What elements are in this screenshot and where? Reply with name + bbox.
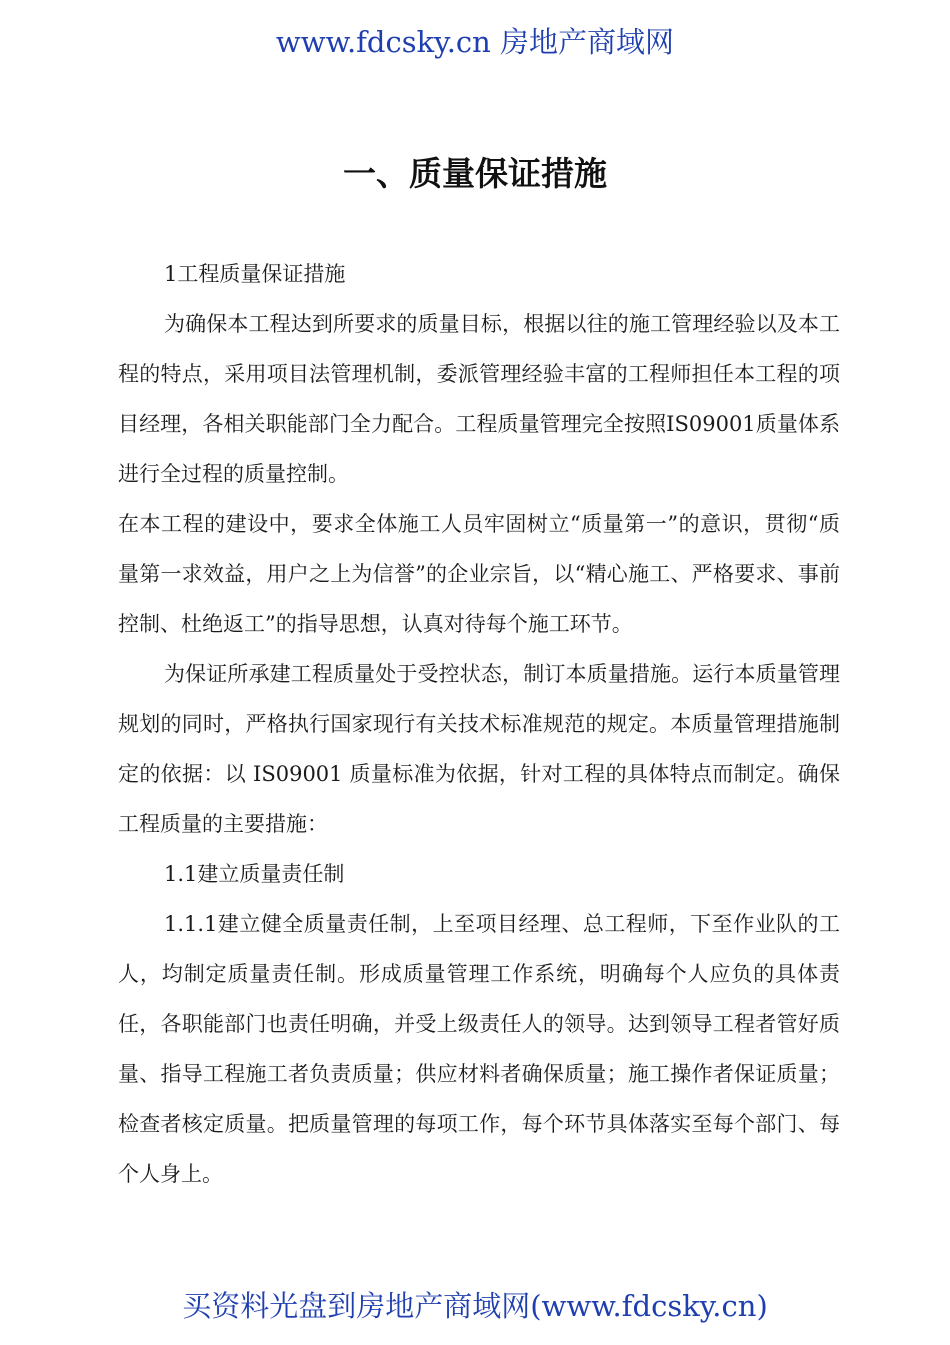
- paragraph-quality-measures: 为保证所承建工程质量处于受控状态，制订本质量措施。运行本质量管理规划的同时，严格执行国家现行有关技术标准规范的规定。本质量管理措施制定的依据：以 IS09001 质量标准为依据，针对工程的具体特点而制定。确保工程质量的主要措施：: [118, 662, 840, 836]
- section-heading-1-1: 1.1建立质量责任制: [164, 862, 345, 886]
- header-site-link[interactable]: www.fdcsky.cn 房地产商域网: [275, 25, 675, 59]
- paragraph-quality-first: 在本工程的建设中，要求全体施工人员牢固树立“质量第一”的意识，贯彻“质量第一求效益，用户之上为信誉”的企业宗旨，以“精心施工、严格要求、事前控制、杜绝返工”的指导思想，认真对待每个施工环节。: [118, 512, 840, 636]
- paragraph-responsibility: 1.1.1建立健全质量责任制，上至项目经理、总工程师，下至作业队的工人，均制定质量责任制。形成质量管理工作系统，明确每个人应负的具体责任，各职能部门也责任明确，并受上级责任人的领导。达到领导工程者管好质量、指导工程施工者负责质量；供应材料者确保质量；施工操作者保证质量；检查者核定质量。把质量管理的每项工作，每个环节具体落实至每个部门、每个人身上。: [118, 912, 840, 1186]
- footer-site-link[interactable]: 买资料光盘到房地产商域网(www.fdcsky.cn): [182, 1289, 768, 1323]
- page-title: 一、质量保证措施: [343, 154, 607, 193]
- document-body: [118, 249, 840, 1199]
- section-heading-1: 1工程质量保证措施: [164, 262, 346, 286]
- paragraph-intro: 为确保本工程达到所要求的质量目标，根据以往的施工管理经验以及本工程的特点，采用项目法管理机制，委派管理经验丰富的工程师担任本工程的项目经理，各相关职能部门全力配合。工程质量管理完全按照IS09001质量体系进行全过程的质量控制。: [118, 312, 840, 486]
